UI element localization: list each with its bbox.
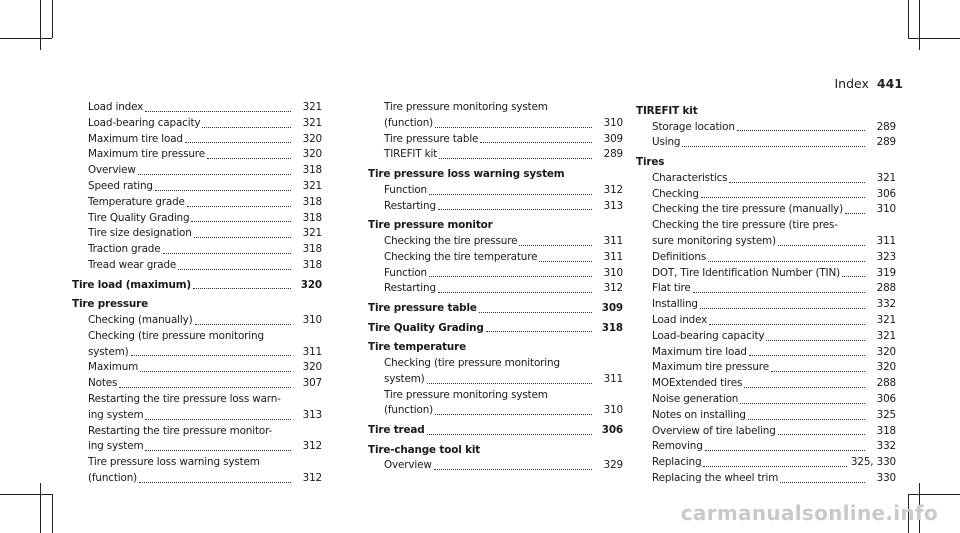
entry-term: Checking the tire temperature [384,250,538,263]
entry-term: Tire Quality Grading [88,211,190,224]
dot-leader [427,383,592,384]
dot-leader [202,127,291,128]
index-column-1 [72,100,322,487]
entry-term: Tire pressure loss warning system [88,456,260,469]
index-entry [72,345,322,361]
dot-leader [740,403,865,404]
dot-leader [434,469,592,470]
page-reference: 289 [876,136,896,149]
page-reference: 310 [603,266,623,279]
page-reference: 307 [302,377,322,390]
index-entry [368,266,623,282]
page-reference: 289 [603,148,623,161]
entry-term: TIREFIT kit [636,104,698,117]
index-entry [636,392,896,408]
dot-leader [438,292,592,293]
index-entry [636,187,896,203]
index-heading [72,278,322,294]
dot-leader [187,206,291,207]
index-entry [72,392,322,408]
dot-leader [155,190,291,191]
index-entry [636,218,896,234]
crop-mark [52,494,53,533]
index-entry [368,183,623,199]
dot-leader [737,130,865,131]
index-heading [636,155,896,171]
entry-term: Characteristics [652,171,728,184]
page-reference: 306 [601,423,623,436]
index-entry [72,408,322,424]
entry-term: (function) [384,404,434,417]
entry-term: TIREFIT kit [384,148,438,161]
dot-leader [842,276,865,277]
index-entry [72,147,322,163]
page-reference: 332 [876,440,896,453]
dot-leader [194,237,291,238]
entry-term: Tire-change tool kit [368,443,481,456]
index-entry [368,132,623,148]
index-entry [636,281,896,297]
entry-term: Tire load (maximum) [72,278,192,291]
dot-leader [185,142,291,143]
dot-leader [145,419,291,420]
entry-term: Noise generation [652,392,739,405]
dot-leader [480,142,592,143]
entry-term: Tire pressure [72,298,149,311]
dot-leader [427,434,592,435]
page-reference: 306 [876,392,896,405]
dot-leader [771,371,865,372]
entry-term: system) [384,372,425,385]
index-entry [72,179,322,195]
entry-term: (function) [384,116,434,129]
entry-term: Removing [652,440,703,453]
index-entry [368,403,623,419]
index-entry [72,376,322,392]
page-reference: 311 [603,372,623,385]
entry-term: ing system [88,408,144,421]
entry-term: Load index [88,101,144,113]
entry-term: Load-bearing capacity [652,329,765,342]
index-entry [636,439,896,455]
page-reference: 310 [603,404,623,417]
index-heading [368,321,623,337]
entry-term: Definitions [652,250,707,263]
entry-term: (function) [88,471,138,484]
page-reference: 330 [876,471,896,484]
entry-term: Tire pressure monitor [368,219,493,232]
page-reference: 321 [302,101,322,113]
crop-mark [40,483,41,533]
page-reference: 310 [603,116,623,129]
index-entry [636,250,896,266]
page-reference: 310 [876,203,896,216]
entry-term: Speed rating [88,179,153,192]
index-entry [636,455,896,471]
page-reference: 325 [876,408,896,421]
entry-term: Replacing [652,456,702,469]
index-entry [72,195,322,211]
entry-term: Temperature grade [88,195,185,208]
entry-term: Checking [652,187,699,200]
entry-term: Checking (tire pressure monitoring [384,356,560,369]
index-entry [72,242,322,258]
page-reference: 309 [603,132,623,145]
index-entry [636,266,896,282]
dot-leader [429,194,592,195]
index-heading [368,218,623,234]
page-reference: 332 [876,298,896,311]
index-entry [368,356,623,372]
page-reference: 320 [302,148,322,161]
dot-leader [703,466,847,467]
page-reference: 321 [876,171,896,184]
page-reference: 306 [876,187,896,200]
index-heading [368,301,623,317]
index-entry [636,120,896,136]
dot-leader [748,419,865,420]
entry-term: Maximum tire pressure [88,148,205,161]
entry-term: system) [88,345,129,358]
entry-term: Checking (tire pressure monitoring [88,329,264,342]
page-reference: 311 [603,250,623,263]
entry-term: Restarting [384,282,436,295]
entry-term: Maximum tire load [88,132,183,145]
header-label: Index [834,76,869,91]
page-reference: 318 [302,211,322,224]
index-entry [368,199,623,215]
dot-leader [178,269,291,270]
page-reference: 321 [302,227,322,240]
dot-leader [131,355,291,356]
page-reference: 323 [876,250,896,263]
index-entry [636,345,896,361]
index-entry [72,132,322,148]
index-heading [368,167,623,183]
crop-mark [0,494,52,495]
entry-term: Notes on installing [652,408,746,421]
page-reference: 320 [300,278,322,291]
entry-term: Installing [652,298,698,311]
dot-leader [519,245,592,246]
index-entry [368,458,623,474]
index-entry [368,100,623,116]
page-reference: 312 [302,440,322,453]
dot-leader [780,482,865,483]
crop-mark [908,494,960,495]
dot-leader [845,213,865,214]
dot-leader [163,253,291,254]
page-reference: 318 [601,321,623,334]
page-number: 441 [876,76,903,91]
page-reference: 321 [302,116,322,129]
entry-term: Tire temperature [368,341,467,354]
entry-term: Tire pressure monitoring system [384,101,548,113]
dot-leader [778,245,865,246]
dot-leader [145,450,291,451]
dot-leader [435,127,592,128]
dot-leader [749,355,865,356]
entry-term: Checking the tire pressure (manually) [652,203,844,216]
dot-leader [193,288,291,289]
entry-term: Notes [88,377,118,390]
dot-leader [766,340,865,341]
dot-leader [435,414,592,415]
index-column-3 [636,100,896,487]
page-reference: 311 [603,234,623,247]
index-entry [72,424,322,440]
index-entry [368,250,623,266]
index-entry [368,372,623,388]
index-entry [72,455,322,471]
index-column-2 [368,100,623,474]
entry-term: Function [384,266,427,279]
entry-term: Using [652,136,681,149]
dot-leader [682,146,865,147]
index-entry [72,471,322,487]
crop-mark [908,38,960,39]
crop-mark [40,0,41,50]
dot-leader [429,276,592,277]
index-entry [72,211,322,227]
entry-term: Maximum tire load [652,345,747,358]
index-entry [72,116,322,132]
index-entry [72,258,322,274]
index-entry [72,439,322,455]
crop-mark [52,0,53,38]
index-entry [72,360,322,376]
page-reference: 318 [302,164,322,177]
entry-term: Storage location [652,120,735,133]
entry-term: Restarting the tire pressure monitor- [88,424,273,437]
entry-term: Tread wear grade [88,258,177,271]
index-entry [72,100,322,116]
entry-term: Checking (manually) [88,313,193,326]
page-reference: 320 [876,361,896,374]
page-reference: 318 [302,195,322,208]
page-reference: 329 [603,459,623,472]
page-reference: 321 [876,329,896,342]
entry-term: Tire tread [368,423,425,436]
entry-term: sure monitoring system) [652,234,776,247]
page-reference: 320 [302,132,322,145]
page-reference: 321 [876,313,896,326]
dot-leader [705,450,865,451]
index-entry [636,297,896,313]
index-entry [636,234,896,250]
page-reference: 319 [876,266,896,279]
dot-leader [693,292,865,293]
entry-term: Overview [88,164,136,177]
index-entry [368,388,623,404]
dot-leader [729,182,865,183]
index-entry [368,234,623,250]
page-reference: 312 [603,282,623,295]
entry-term: Tires [636,155,665,168]
index-entry [636,360,896,376]
dot-leader [195,324,291,325]
index-entry [368,116,623,132]
dot-leader [479,312,592,313]
entry-term: Flat tire [652,282,691,295]
index-heading [368,340,623,356]
dot-leader [708,261,865,262]
page-reference: 320 [302,361,322,374]
entry-term: Restarting the tire pressure loss warn- [88,392,281,405]
index-entry [368,281,623,297]
entry-term: Maximum tire pressure [652,361,769,374]
index-heading [636,104,896,120]
entry-term: Function [384,183,427,196]
index-entry [636,376,896,392]
dot-leader [744,387,865,388]
page-reference: 320 [876,345,896,358]
entry-term: Traction grade [88,243,161,256]
dot-leader [191,221,291,222]
index-entry [368,147,623,163]
index-entry [636,171,896,187]
dot-leader [439,158,592,159]
index-entry [636,471,896,487]
page-reference: 312 [302,471,322,484]
page-reference: 309 [601,301,623,314]
dot-leader [207,158,291,159]
dot-leader [145,111,291,112]
dot-leader [138,174,291,175]
dot-leader [486,331,592,332]
entry-term: Load index [652,313,708,326]
page-reference: 318 [302,243,322,256]
entry-term: Tire pressure monitoring system [384,388,548,401]
page-reference: 311 [876,234,896,247]
index-entry [636,329,896,345]
entry-term: Tire pressure table [384,132,479,145]
dot-leader [140,371,291,372]
page-reference: 310 [302,313,322,326]
index-heading [368,443,623,459]
crop-mark [919,0,920,50]
entry-term: MOExtended tires [652,377,743,390]
page-reference: 325, 330 [850,456,896,469]
index-entry [636,313,896,329]
index-entry [72,313,322,329]
entry-term: ing system [88,440,144,453]
dot-leader [778,434,865,435]
page-reference: 311 [302,345,322,358]
crop-mark [0,38,52,39]
entry-term: Overview of tire labeling [652,424,776,437]
entry-term: Tire size designation [88,227,192,240]
crop-mark [908,0,909,38]
page-reference: 288 [876,282,896,295]
entry-term: DOT, Tire Identification Number (TIN) [652,266,841,279]
entry-term: Tire pressure loss warning system [368,167,565,180]
entry-term: Overview [384,459,432,472]
index-entry [636,202,896,218]
dot-leader [139,482,291,483]
entry-term: Load-bearing capacity [88,116,201,129]
watermark: carmanualsonline.info [680,501,938,525]
dot-leader [700,308,865,309]
entry-term: Maximum [88,361,139,374]
entry-term: Tire Quality Grading [368,321,484,334]
page-reference: 318 [876,424,896,437]
page-reference: 312 [603,183,623,196]
dot-leader [709,324,865,325]
index-entry [636,135,896,151]
page-reference: 313 [603,199,623,212]
entry-term: Tire pressure table [368,301,477,314]
index-entry [72,329,322,345]
page-header [834,76,903,91]
index-entry [636,424,896,440]
index-entry [72,163,322,179]
dot-leader [438,209,592,210]
entry-term: Checking the tire pressure [384,234,518,247]
entry-term: Restarting [384,199,436,212]
page-reference: 318 [302,258,322,271]
index-entry [72,226,322,242]
index-entry [636,408,896,424]
page-reference: 288 [876,377,896,390]
dot-leader [119,387,291,388]
dot-leader [701,197,865,198]
entry-term: Replacing the wheel trim [652,471,779,484]
page-reference: 321 [302,179,322,192]
index-heading [368,423,623,439]
dot-leader [539,261,592,262]
index-heading [72,297,322,313]
entry-term: Checking the tire pressure (tire pres- [652,219,838,232]
page-reference: 313 [302,408,322,421]
page-reference: 289 [876,120,896,133]
